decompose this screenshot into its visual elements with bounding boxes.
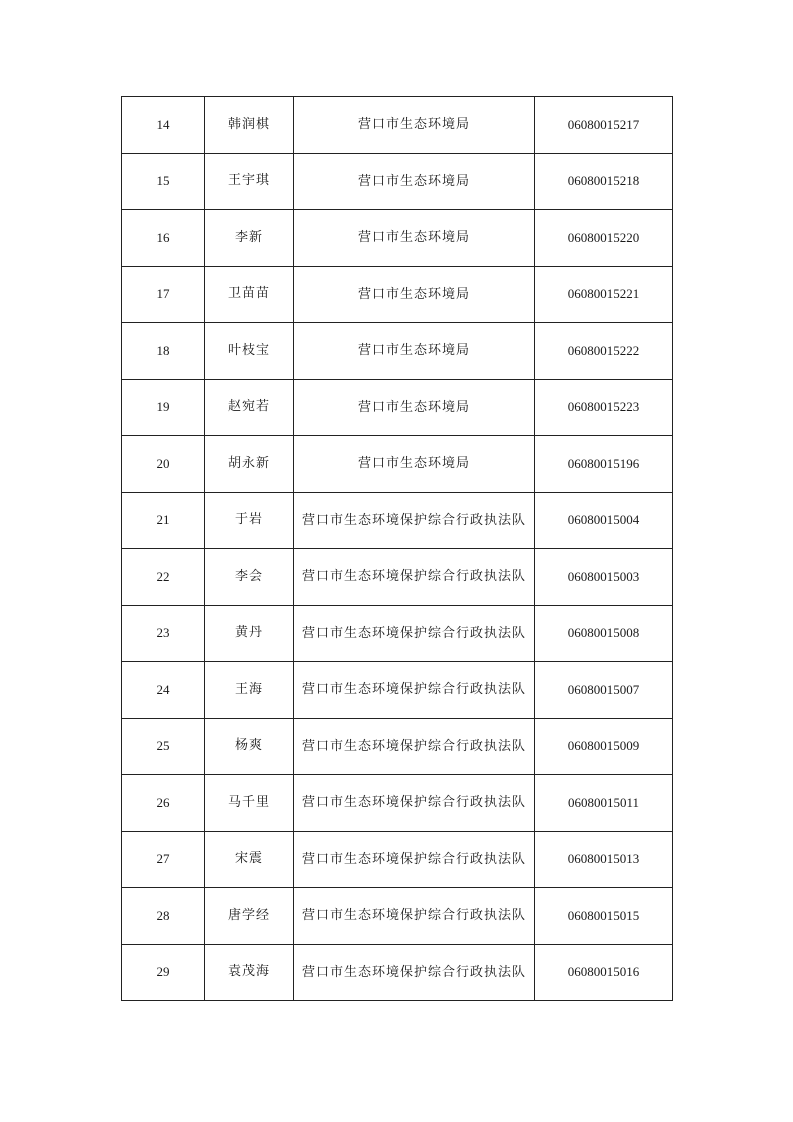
row-number-cell: 15 — [122, 153, 205, 210]
table-row — [122, 492, 673, 549]
certificate-number-cell: 06080015217 — [535, 97, 673, 154]
work-unit-cell — [294, 831, 535, 888]
work-unit-text: 营口市生态环境保护综合行政执法队 — [301, 512, 526, 528]
table-row — [122, 831, 673, 888]
work-unit-cell — [294, 605, 535, 662]
table-row — [122, 153, 673, 210]
certificate-number-cell: 06080015003 — [535, 549, 673, 606]
table-row — [122, 718, 673, 775]
work-unit-cell — [294, 153, 535, 210]
person-name-cell: 赵宛若 — [205, 379, 294, 436]
person-name-cell: 胡永新 — [205, 436, 294, 493]
work-unit-cell — [294, 944, 535, 1001]
work-unit-cell — [294, 888, 535, 945]
work-unit-cell — [294, 266, 535, 323]
work-unit-text: 营口市生态环境保护综合行政执法队 — [301, 908, 526, 923]
row-number-cell: 25 — [122, 718, 205, 775]
work-unit-cell — [294, 210, 535, 267]
person-name-cell: 马千里 — [205, 775, 294, 832]
certificate-number-cell: 06080015015 — [535, 888, 673, 945]
certificate-number-cell: 06080015220 — [535, 210, 673, 267]
person-name-cell: 于岩 — [205, 492, 294, 549]
work-unit-text: 营口市生态环境保护综合行政执法队 — [301, 569, 526, 584]
certificate-number-cell: 06080015007 — [535, 662, 673, 719]
row-number-cell: 18 — [122, 323, 205, 380]
certificate-number-cell: 06080015221 — [535, 266, 673, 323]
certificate-number-cell: 06080015218 — [535, 153, 673, 210]
table-row — [122, 266, 673, 323]
certificate-number-cell: 06080015008 — [535, 605, 673, 662]
table-row — [122, 944, 673, 1001]
work-unit-text: 营口市生态环境保护综合行政执法队 — [301, 851, 526, 867]
row-number-cell: 28 — [122, 888, 205, 945]
certificate-number-cell: 06080015222 — [535, 323, 673, 380]
table-row — [122, 549, 673, 606]
person-name-cell: 李会 — [205, 549, 294, 606]
work-unit-text: 营口市生态环境局 — [357, 173, 470, 189]
row-number-cell: 24 — [122, 662, 205, 719]
work-unit-text: 营口市生态环境保护综合行政执法队 — [301, 625, 526, 641]
table-row — [122, 888, 673, 945]
row-number-cell: 20 — [122, 436, 205, 493]
row-number-cell: 19 — [122, 379, 205, 436]
work-unit-cell — [294, 718, 535, 775]
row-number-cell: 23 — [122, 605, 205, 662]
person-name-cell: 王海 — [205, 662, 294, 719]
person-name-cell: 叶枝宝 — [205, 323, 294, 380]
person-name-cell: 黄丹 — [205, 605, 294, 662]
work-unit-text: 营口市生态环境保护综合行政执法队 — [301, 964, 526, 980]
table-row — [122, 436, 673, 493]
work-unit-cell — [294, 549, 535, 606]
row-number-cell: 29 — [122, 944, 205, 1001]
personnel-table — [121, 96, 673, 1001]
work-unit-cell — [294, 97, 535, 154]
work-unit-text: 营口市生态环境局 — [357, 117, 470, 132]
person-name-cell: 王宇琪 — [205, 153, 294, 210]
work-unit-text: 营口市生态环境局 — [357, 286, 470, 302]
work-unit-cell — [294, 775, 535, 832]
person-name-cell: 袁茂海 — [205, 944, 294, 1001]
work-unit-text: 营口市生态环境保护综合行政执法队 — [301, 682, 526, 697]
table-row — [122, 97, 673, 154]
row-number-cell: 22 — [122, 549, 205, 606]
table-row — [122, 379, 673, 436]
person-name-cell: 卫苗苗 — [205, 266, 294, 323]
work-unit-cell — [294, 379, 535, 436]
work-unit-cell — [294, 323, 535, 380]
certificate-number-cell: 06080015011 — [535, 775, 673, 832]
row-number-cell: 26 — [122, 775, 205, 832]
certificate-number-cell: 06080015223 — [535, 379, 673, 436]
work-unit-text: 营口市生态环境保护综合行政执法队 — [301, 738, 526, 754]
certificate-number-cell: 06080015016 — [535, 944, 673, 1001]
person-name-cell: 李新 — [205, 210, 294, 267]
work-unit-text: 营口市生态环境局 — [357, 399, 470, 415]
certificate-number-cell: 06080015009 — [535, 718, 673, 775]
certificate-number-cell: 06080015004 — [535, 492, 673, 549]
table-row — [122, 662, 673, 719]
person-name-cell: 杨爽 — [205, 718, 294, 775]
work-unit-cell — [294, 436, 535, 493]
personnel-table-body — [122, 97, 673, 1001]
table-row — [122, 775, 673, 832]
work-unit-cell — [294, 662, 535, 719]
work-unit-text: 营口市生态环境局 — [357, 230, 470, 245]
table-row — [122, 210, 673, 267]
table-row — [122, 323, 673, 380]
work-unit-cell — [294, 492, 535, 549]
row-number-cell: 14 — [122, 97, 205, 154]
certificate-number-cell: 06080015196 — [535, 436, 673, 493]
person-name-cell: 韩润棋 — [205, 97, 294, 154]
work-unit-text: 营口市生态环境保护综合行政执法队 — [301, 795, 526, 810]
row-number-cell: 16 — [122, 210, 205, 267]
person-name-cell: 唐学经 — [205, 888, 294, 945]
person-name-cell: 宋震 — [205, 831, 294, 888]
table-row — [122, 605, 673, 662]
work-unit-text: 营口市生态环境局 — [357, 343, 470, 358]
row-number-cell: 17 — [122, 266, 205, 323]
certificate-number-cell: 06080015013 — [535, 831, 673, 888]
work-unit-text: 营口市生态环境局 — [357, 456, 470, 471]
row-number-cell: 21 — [122, 492, 205, 549]
row-number-cell: 27 — [122, 831, 205, 888]
